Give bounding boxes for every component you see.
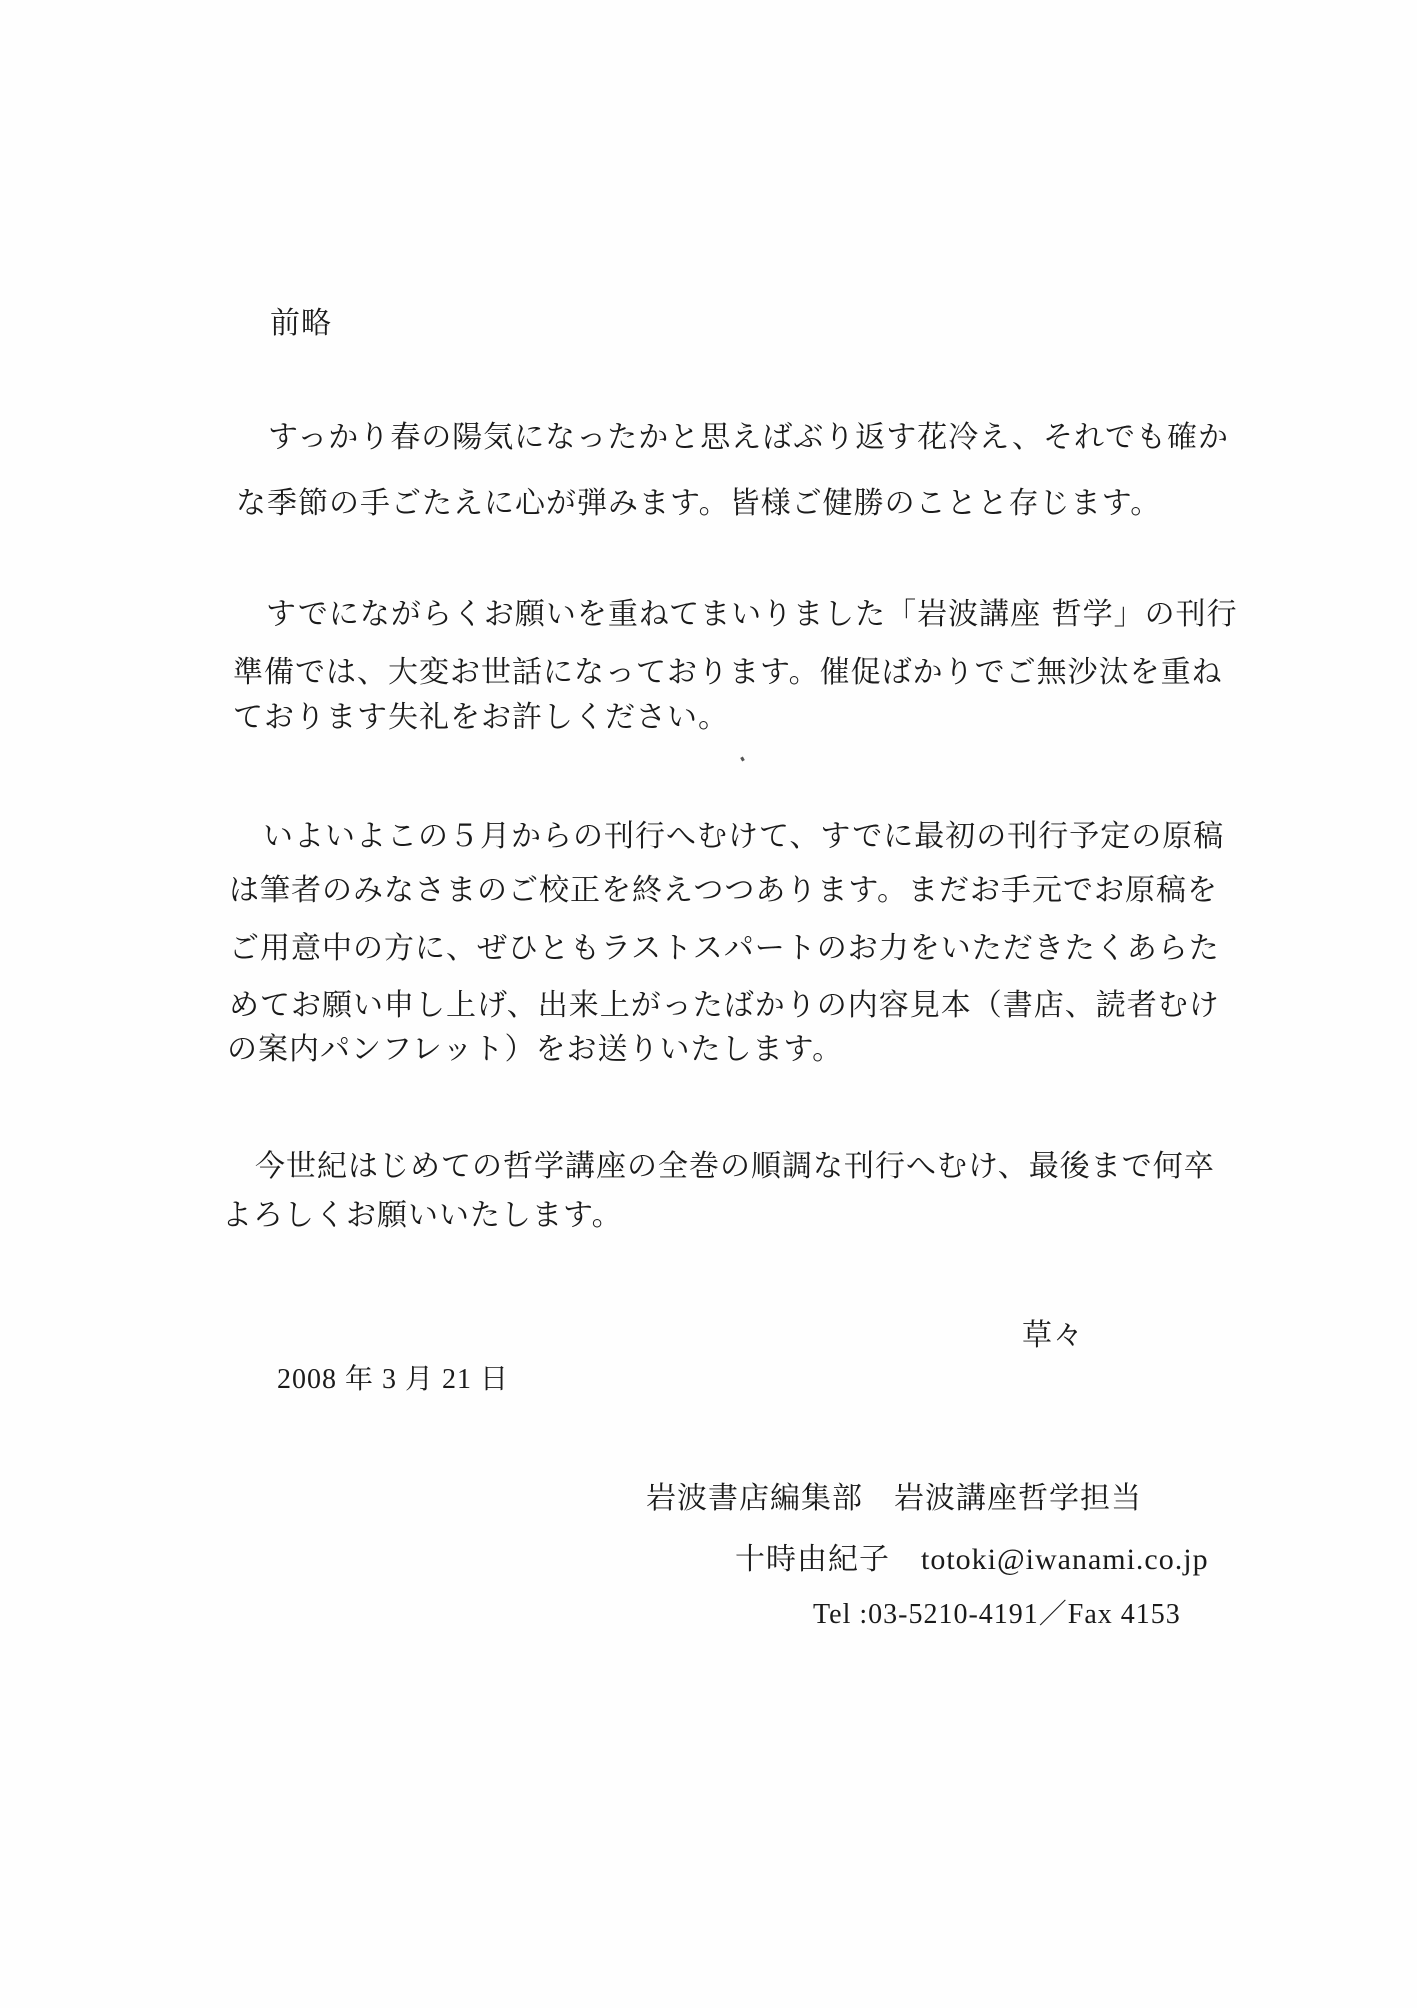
paragraph-3-line-3: ご用意中の方に、ぜひともラストスパートのお力をいただきたくあらた (229, 931, 1220, 966)
signature-contact: Tel :03-5210-4191／Fax 4153 (813, 1599, 1181, 1630)
paragraph-3-line-4: めてお願い申し上げ、出来上がったばかりの内容見本（書店、読者むけ (229, 988, 1220, 1023)
salutation: 前略 (270, 306, 332, 341)
paragraph-2-line-2: 準備では、大変お世話になっております。催促ばかりでご無沙汰を重ね (233, 655, 1223, 690)
paragraph-3-line-5: の案内パンフレット）をお送りいたします。 (227, 1032, 844, 1067)
signature-organization: 岩波書店編集部 岩波講座哲学担当 (646, 1481, 1142, 1516)
paragraph-1-line-1: すっかり春の陽気になったかと思えばぶり返す花冷え、それでも確か (268, 420, 1229, 455)
paragraph-3-line-1: いよいよこの５月からの刊行へむけて、すでに最初の刊行予定の原稿 (263, 819, 1225, 854)
closing: 草々 (1022, 1318, 1084, 1353)
paragraph-4-line-2: よろしくお願いいたします。 (222, 1198, 623, 1233)
paragraph-2-line-1: すでにながらくお願いを重ねてまいりました「岩波講座 哲学」の刊行 (266, 597, 1238, 632)
paragraph-1-line-2: な季節の手ごたえに心が弾みます。皆様ご健勝のことと存じます。 (236, 486, 1162, 521)
signature-name-email: 十時由紀子 totoki@iwanami.co.jp (735, 1543, 1209, 1576)
letter-date: 2008 年 3 月 21 日 (277, 1364, 510, 1395)
paragraph-3-line-2: は筆者のみなさまのご校正を終えつつあります。まだお手元でお原稿を (229, 873, 1218, 908)
paragraph-2-line-3: ております失礼をお許しください。 (233, 700, 729, 735)
paragraph-4-line-1: 今世紀はじめての哲学講座の全巻の順調な刊行へむけ、最後まで何卒 (255, 1149, 1215, 1184)
scan-speck (740, 757, 745, 762)
